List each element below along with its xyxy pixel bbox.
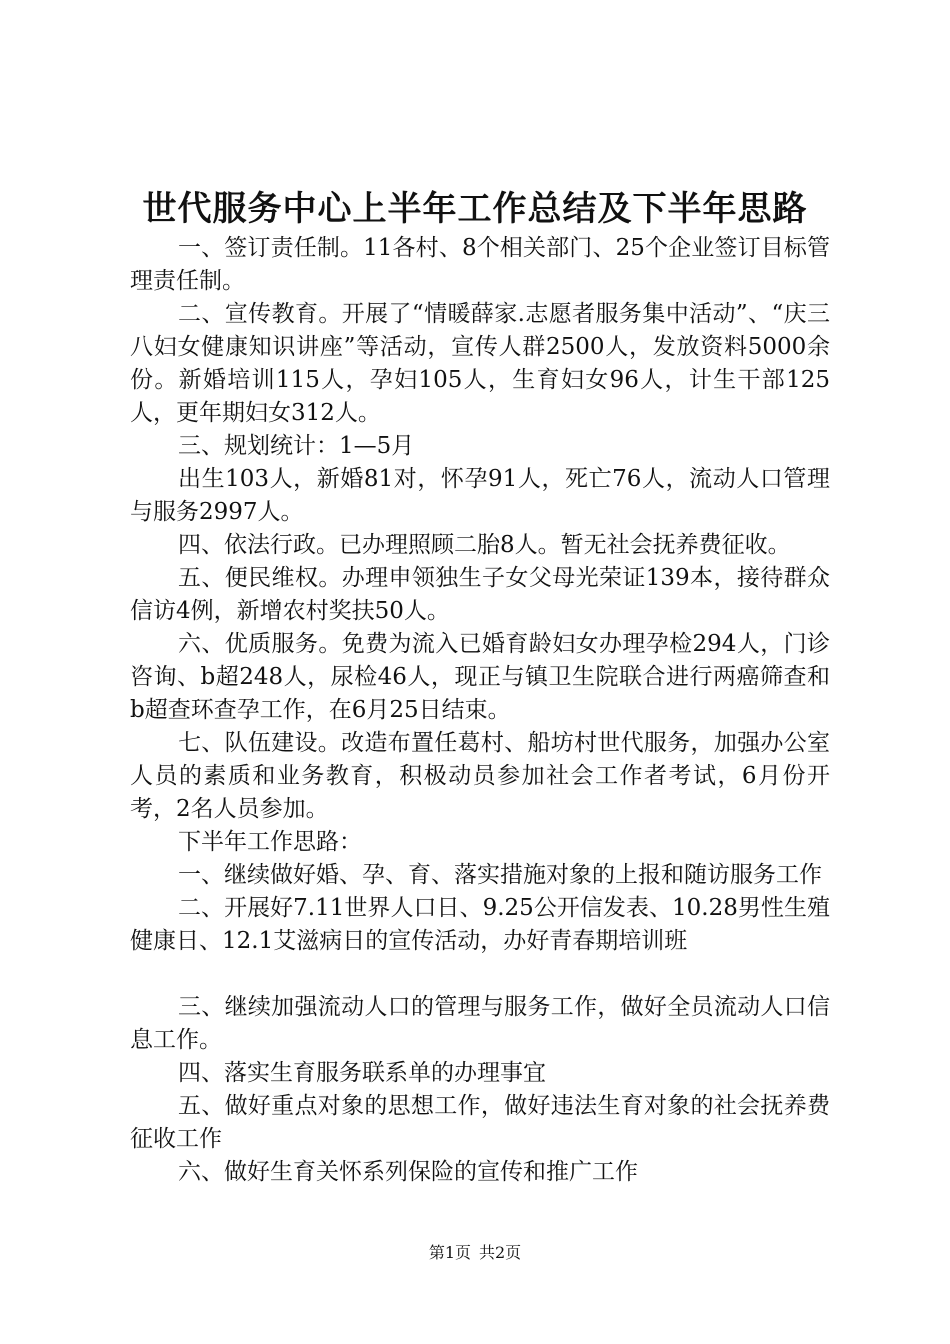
paragraph: 五、做好重点对象的思想工作，做好违法生育对象的社会抚养费征收工作 (130, 1093, 830, 1152)
page-number: 第1页 (428, 1243, 471, 1262)
paragraph: 六、做好生育关怀系列保险的宣传和推广工作 (178, 1159, 638, 1185)
paragraph: 三、规划统计：1—5月 (178, 433, 415, 459)
paragraph: 五、便民维权。办理申领独生子女父母光荣证139本，接待群众信访4例，新增农村奖扶50人。 (130, 565, 830, 624)
paragraph: 三、继续加强流动人口的管理与服务工作，做好全员流动人口信息工作。 (130, 994, 830, 1053)
paragraph: 四、依法行政。已办理照顾二胎8人。暂无社会抚养费征收。 (178, 532, 791, 558)
paragraph: 二、宣传教育。开展了“情暖薛家.志愿者服务集中活动”、“庆三八妇女健康知识讲座”等活动，宣传人群2500人，发放资料5000余份。新婚培训115人，孕妇105人，生育妇女96人，计生干部125人，更年期妇女312人。 (130, 301, 830, 426)
paragraph: 出生103人，新婚81对，怀孕91人，死亡76人，流动人口管理与服务2997人。 (130, 466, 830, 525)
document-title: 世代服务中心上半年工作总结及下半年思路 (142, 189, 808, 229)
page-footer (0, 1242, 950, 1264)
paragraph: 六、优质服务。免费为流入已婚育龄妇女办理孕检294人，门诊咨询、b超248人，尿检46人，现正与镇卫生院联合进行两癌筛查和b超查环查孕工作，在6月25日结束。 (130, 631, 830, 723)
paragraph: 二、开展好7.11世界人口日、9.25公开信发表、10.28男性生殖健康日、12.1艾滋病日的宣传活动，办好青春期培训班 (130, 895, 830, 954)
document-body (130, 232, 830, 1189)
paragraph: 七、队伍建设。改造布置任葛村、船坊村世代服务，加强办公室人员的素质和业务教育，积极动员参加社会工作者考试，6月份开考，2名人员参加。 (130, 730, 830, 822)
paragraph: 一、继续做好婚、孕、育、落实措施对象的上报和随访服务工作 (178, 862, 822, 888)
paragraph: 一、签订责任制。11各村、8个相关部门、25个企业签订目标管理责任制。 (130, 235, 830, 294)
page-total: 共2页 (479, 1243, 522, 1262)
paragraph: 四、落实生育服务联系单的办理事宜 (178, 1060, 546, 1086)
section-heading: 下半年工作思路： (178, 829, 362, 855)
